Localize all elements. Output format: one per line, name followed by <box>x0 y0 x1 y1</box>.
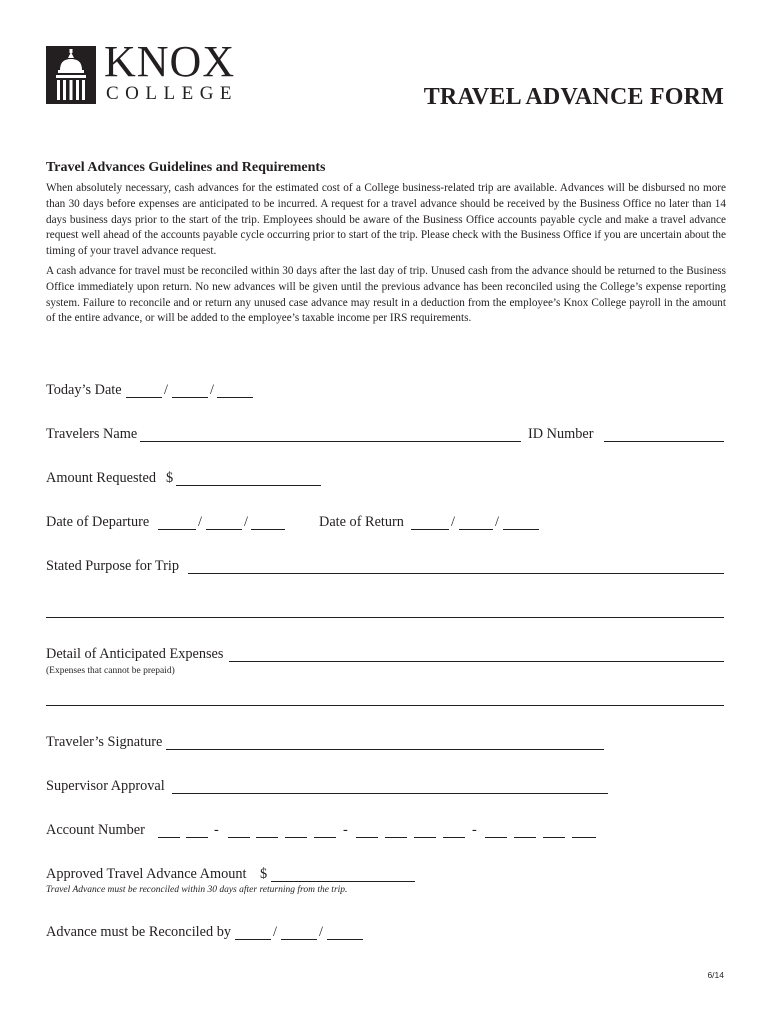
account-digit-field[interactable] <box>514 837 536 838</box>
account-digit-field[interactable] <box>356 837 378 838</box>
account-digit-field[interactable] <box>314 837 336 838</box>
guidelines-heading: Travel Advances Guidelines and Requirements <box>46 160 326 175</box>
expenses-note: (Expenses that cannot be prepaid) <box>46 666 175 676</box>
todays-date-month-field[interactable] <box>126 397 162 398</box>
detail-expenses-field-line-2[interactable] <box>46 705 724 706</box>
logo-subname: COLLEGE <box>106 83 239 104</box>
form-version-code: 6/14 <box>707 970 724 980</box>
account-digit-field[interactable] <box>186 837 208 838</box>
account-separator: - <box>472 822 477 838</box>
account-digit-field[interactable] <box>158 837 180 838</box>
travelers-signature-field[interactable] <box>166 749 604 750</box>
detail-expenses-field[interactable] <box>229 661 724 662</box>
departure-month-field[interactable] <box>158 529 196 530</box>
supervisor-approval-label: Supervisor Approval <box>46 778 165 794</box>
stated-purpose-field[interactable] <box>188 573 724 574</box>
return-year-field[interactable] <box>503 529 539 530</box>
date-of-return-label: Date of Return <box>319 514 404 530</box>
account-digit-field[interactable] <box>385 837 407 838</box>
id-number-field[interactable] <box>604 441 724 442</box>
date-slash: / <box>319 924 323 940</box>
detail-expenses-label: Detail of Anticipated Expenses <box>46 646 224 662</box>
account-digit-field[interactable] <box>572 837 596 838</box>
guidelines-paragraph-1: When absolutely necessary, cash advances for the estimated cost of a College business-related trip are available. Advances will be disbursed no more than 30 days before expenses are anticipated to be incurred. A request for a travel advance should be received by the Business Office no later than 14 days business days prior to the start of the trip. Employees should be aware of the Business Office accounts payable cycle and make a travel advance request well ahead of the accounts payable cycle occurring prior to start of the trip. Please check with the Business Office if you are uncertain about the timing of your travel advance request. <box>46 182 726 258</box>
account-digit-field[interactable] <box>256 837 278 838</box>
date-slash: / <box>451 514 455 530</box>
approved-amount-label: Approved Travel Advance Amount <box>46 866 247 882</box>
account-separator: - <box>214 822 219 838</box>
account-digit-field[interactable] <box>285 837 307 838</box>
todays-date-year-field[interactable] <box>217 397 253 398</box>
stated-purpose-field-line-2[interactable] <box>46 617 724 618</box>
amount-requested-field[interactable] <box>176 485 321 486</box>
departure-day-field[interactable] <box>206 529 242 530</box>
return-day-field[interactable] <box>459 529 493 530</box>
account-digit-field[interactable] <box>543 837 565 838</box>
dollar-sign: $ <box>260 866 268 882</box>
guidelines-paragraph-2: A cash advance for travel must be reconciled within 30 days after the last day of trip. Unused cash from the advance should be returned to the Business Office immediately upon return. No new advances will be given until the previous advance has been reconciled using the College’s expense reporting system. Failure to reconcile and or return any unused case advance may result in a deduction from the employee’s Knox College payroll in the amount of the entire advance, or will be added to the employee’s taxable income per IRS requirements. <box>46 265 726 325</box>
approved-amount-field[interactable] <box>271 881 415 882</box>
knox-tower-icon <box>46 46 96 104</box>
travelers-name-field[interactable] <box>140 441 521 442</box>
account-digit-field[interactable] <box>443 837 465 838</box>
reconciled-year-field[interactable] <box>327 939 363 940</box>
reconciled-day-field[interactable] <box>281 939 317 940</box>
logo-name: KNOX <box>104 37 236 86</box>
reconciled-by-label: Advance must be Reconciled by <box>46 924 232 940</box>
stated-purpose-label: Stated Purpose for Trip <box>46 558 180 574</box>
date-slash: / <box>210 382 214 398</box>
date-slash: / <box>244 514 248 530</box>
account-number-label: Account Number <box>46 822 145 838</box>
date-of-departure-label: Date of Departure <box>46 514 150 530</box>
date-slash: / <box>164 382 168 398</box>
todays-date-label: Today’s Date <box>46 382 122 398</box>
supervisor-approval-field[interactable] <box>172 793 608 794</box>
form-title: TRAVEL ADVANCE FORM <box>423 84 724 110</box>
date-slash: / <box>273 924 277 940</box>
return-month-field[interactable] <box>411 529 449 530</box>
travelers-signature-label: Traveler’s Signature <box>46 734 163 750</box>
reconciled-month-field[interactable] <box>235 939 271 940</box>
account-separator: - <box>343 822 348 838</box>
dollar-sign: $ <box>166 470 174 486</box>
account-digit-field[interactable] <box>228 837 250 838</box>
travelers-name-label: Travelers Name <box>46 426 138 442</box>
approved-amount-note: Travel Advance must be reconciled within 30 days after returning from the trip. <box>46 885 348 895</box>
departure-year-field[interactable] <box>251 529 285 530</box>
date-slash: / <box>495 514 499 530</box>
amount-requested-label: Amount Requested <box>46 470 156 486</box>
account-digit-field[interactable] <box>414 837 436 838</box>
todays-date-day-field[interactable] <box>172 397 208 398</box>
date-slash: / <box>198 514 202 530</box>
account-digit-field[interactable] <box>485 837 507 838</box>
id-number-label: ID Number <box>528 426 594 442</box>
